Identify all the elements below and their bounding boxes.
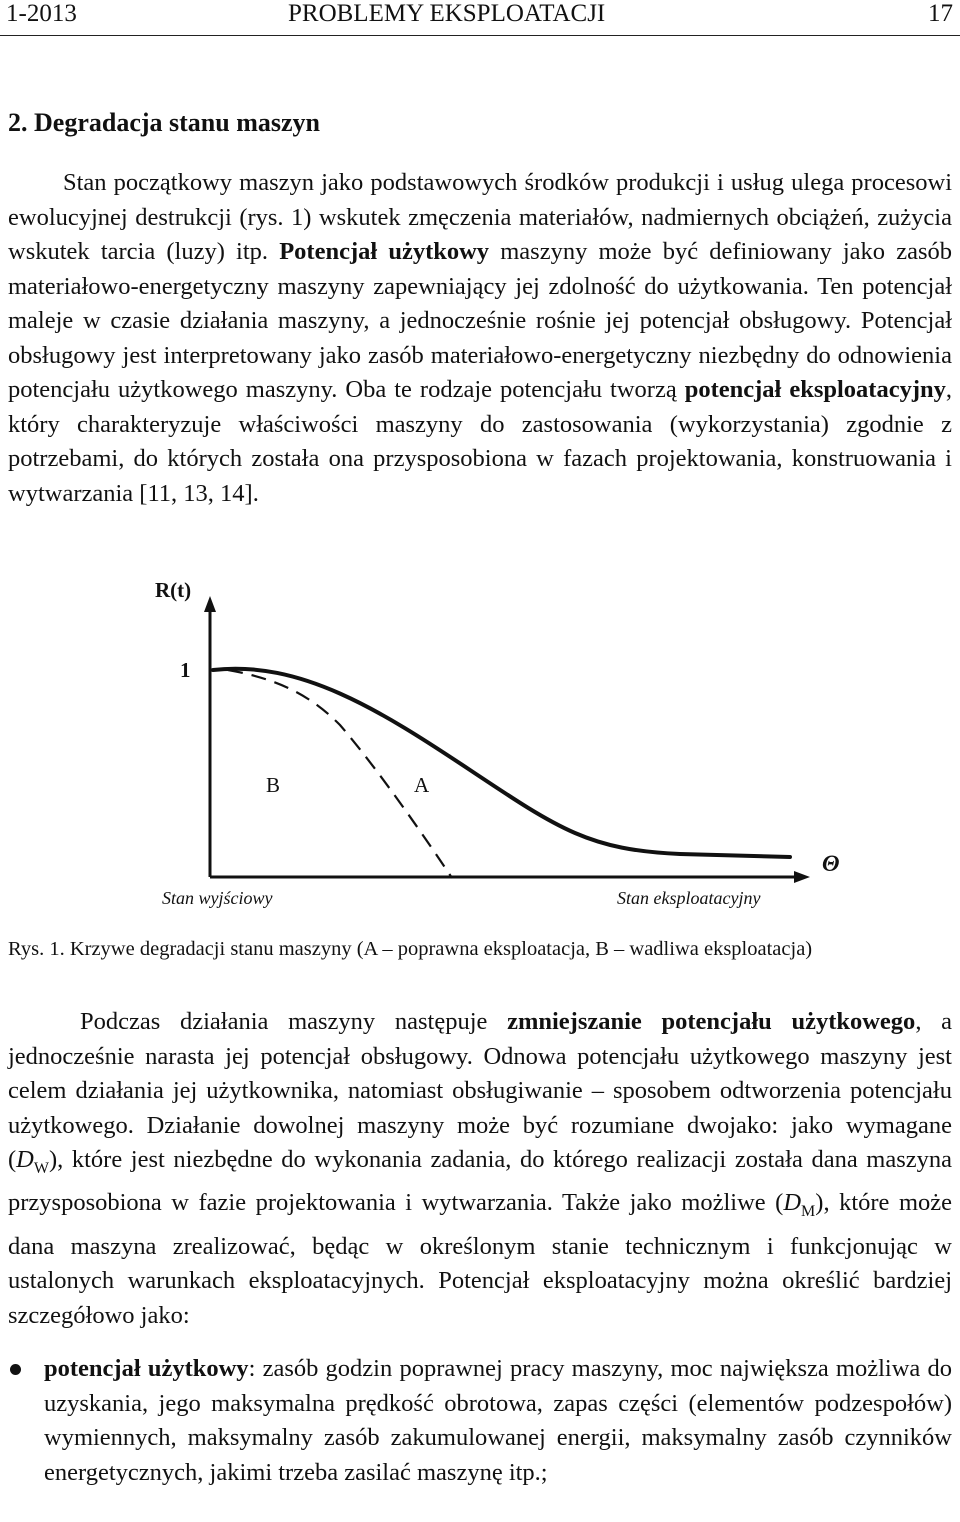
subscript-w: W (33, 1159, 49, 1177)
para2-text-4: ), które może dana maszyna zrealizować, będąc w określonym stanie technicznym i funkcjonując w ustalonych warunkach eksploatacyjnych. Potencjał eksploatacyjny można określić bardziej szczegółowo jako: (8, 1189, 952, 1329)
bullet-item (8, 1352, 952, 1490)
para1-text-2: maszyny może być definiowany jako zasób materiałowo-energetyczny maszyny zapewniający jej zdolność do użytkowania. Ten potencjał maleje w czasie działania maszyny, a jednocześnie rośnie jej potencjał obsługowy. Potencjał obsługowy jest interpretowany jako zasób materiałowo-energetyczny niezbędny do odnowienia potencjału użytkowego maszyny. Oba te rodzaje potencjału tworzą (8, 238, 952, 403)
para1-text-1: Stan początkowy maszyn jako podstawowych środków produkcji i usług ulega procesowi ewolucyjnej destrukcji (rys. 1) wskutek zmęczenia materiałów, nadmiernych obciążeń, zużycia wskutek tarcia (luzy) itp. (8, 169, 952, 265)
para1-text-3: , który charakteryzuje właściwości maszyny do zastosowania (wykorzystania) zgodnie z potrzebami, do których została ona przysposobiona w fazach projektowania, konstruowania i wytwarzania [11, 13, 14]. (8, 376, 952, 507)
y-tick-one: 1 (180, 658, 191, 682)
figure-caption: Rys. 1. Krzywe degradacji stanu maszyny (A – poprawna eksploatacja, B – wadliwa eksploatacja) (8, 938, 813, 960)
y-axis-label: R(t) (155, 578, 192, 602)
paragraph-intro (8, 166, 952, 511)
bullet-term: potencjał użytkowy (44, 1355, 249, 1382)
running-header (0, 0, 960, 40)
degradation-figure (0, 560, 960, 920)
end-state-label: Stan eksploatacyjny (617, 888, 761, 908)
para2-text-3: ), które jest niezbędne do wykonania zadania, do którego realizacji została dana maszyna przysposobiona w fazie projektowania i wytwarzania. Także jako możliwe ( (8, 1146, 952, 1217)
page-number: 17 (928, 0, 953, 27)
section-heading: 2. Degradacja stanu maszyn (8, 108, 320, 137)
start-state-label: Stan wyjściowy (162, 888, 273, 908)
header-rule (0, 35, 960, 36)
theta-label: Θ (822, 851, 840, 876)
term-usable-potential: Potencjał użytkowy (279, 238, 490, 265)
bullet-text (44, 1352, 952, 1490)
curve-a (213, 669, 790, 857)
issue-number: 1-2013 (6, 0, 77, 27)
journal-title: PROBLEMY EKSPLOATACJI (288, 0, 606, 27)
bullet-dot-icon (10, 1364, 21, 1375)
x-axis-arrow (794, 871, 810, 883)
symbol-dm: D (783, 1189, 802, 1217)
para2-text-1: Podczas działania maszyny następuje (80, 1008, 508, 1035)
subscript-m: M (801, 1203, 816, 1221)
curve-a-label: A (414, 773, 430, 797)
curve-b-label: B (266, 773, 281, 797)
y-axis-arrow (204, 596, 216, 612)
symbol-dw: D (16, 1146, 34, 1173)
para2-text-2: , a jednocześnie narasta jej potencjał obsługowy. Odnowa potencjału użytkowego maszyny jest celem działania jej użytkownika, natomiast obsługiwanie – sposobem odtworzenia potencjału użytkowego. Działanie dowolnej maszyny może być rozumiane dwojako: jako wymagane ( (8, 1008, 953, 1173)
paragraph-main (8, 1005, 952, 1333)
term-decreasing-potential: zmniejszanie potencjału użytkowego (507, 1008, 916, 1035)
bullet-description: : zasób godzin poprawnej pracy maszyny, moc największa możliwa do uzyskania, jego maksymalna prędkość obrotowa, zapas części (elementów podzespołów) wymiennych, maksymalny zasób zakumulowanej energii, maksymalny zasób czynników energetycznych, jakimi trzeba zasilać maszynę itp.; (44, 1355, 952, 1486)
term-operational-potential: potencjał eksploatacyjny (684, 376, 946, 403)
